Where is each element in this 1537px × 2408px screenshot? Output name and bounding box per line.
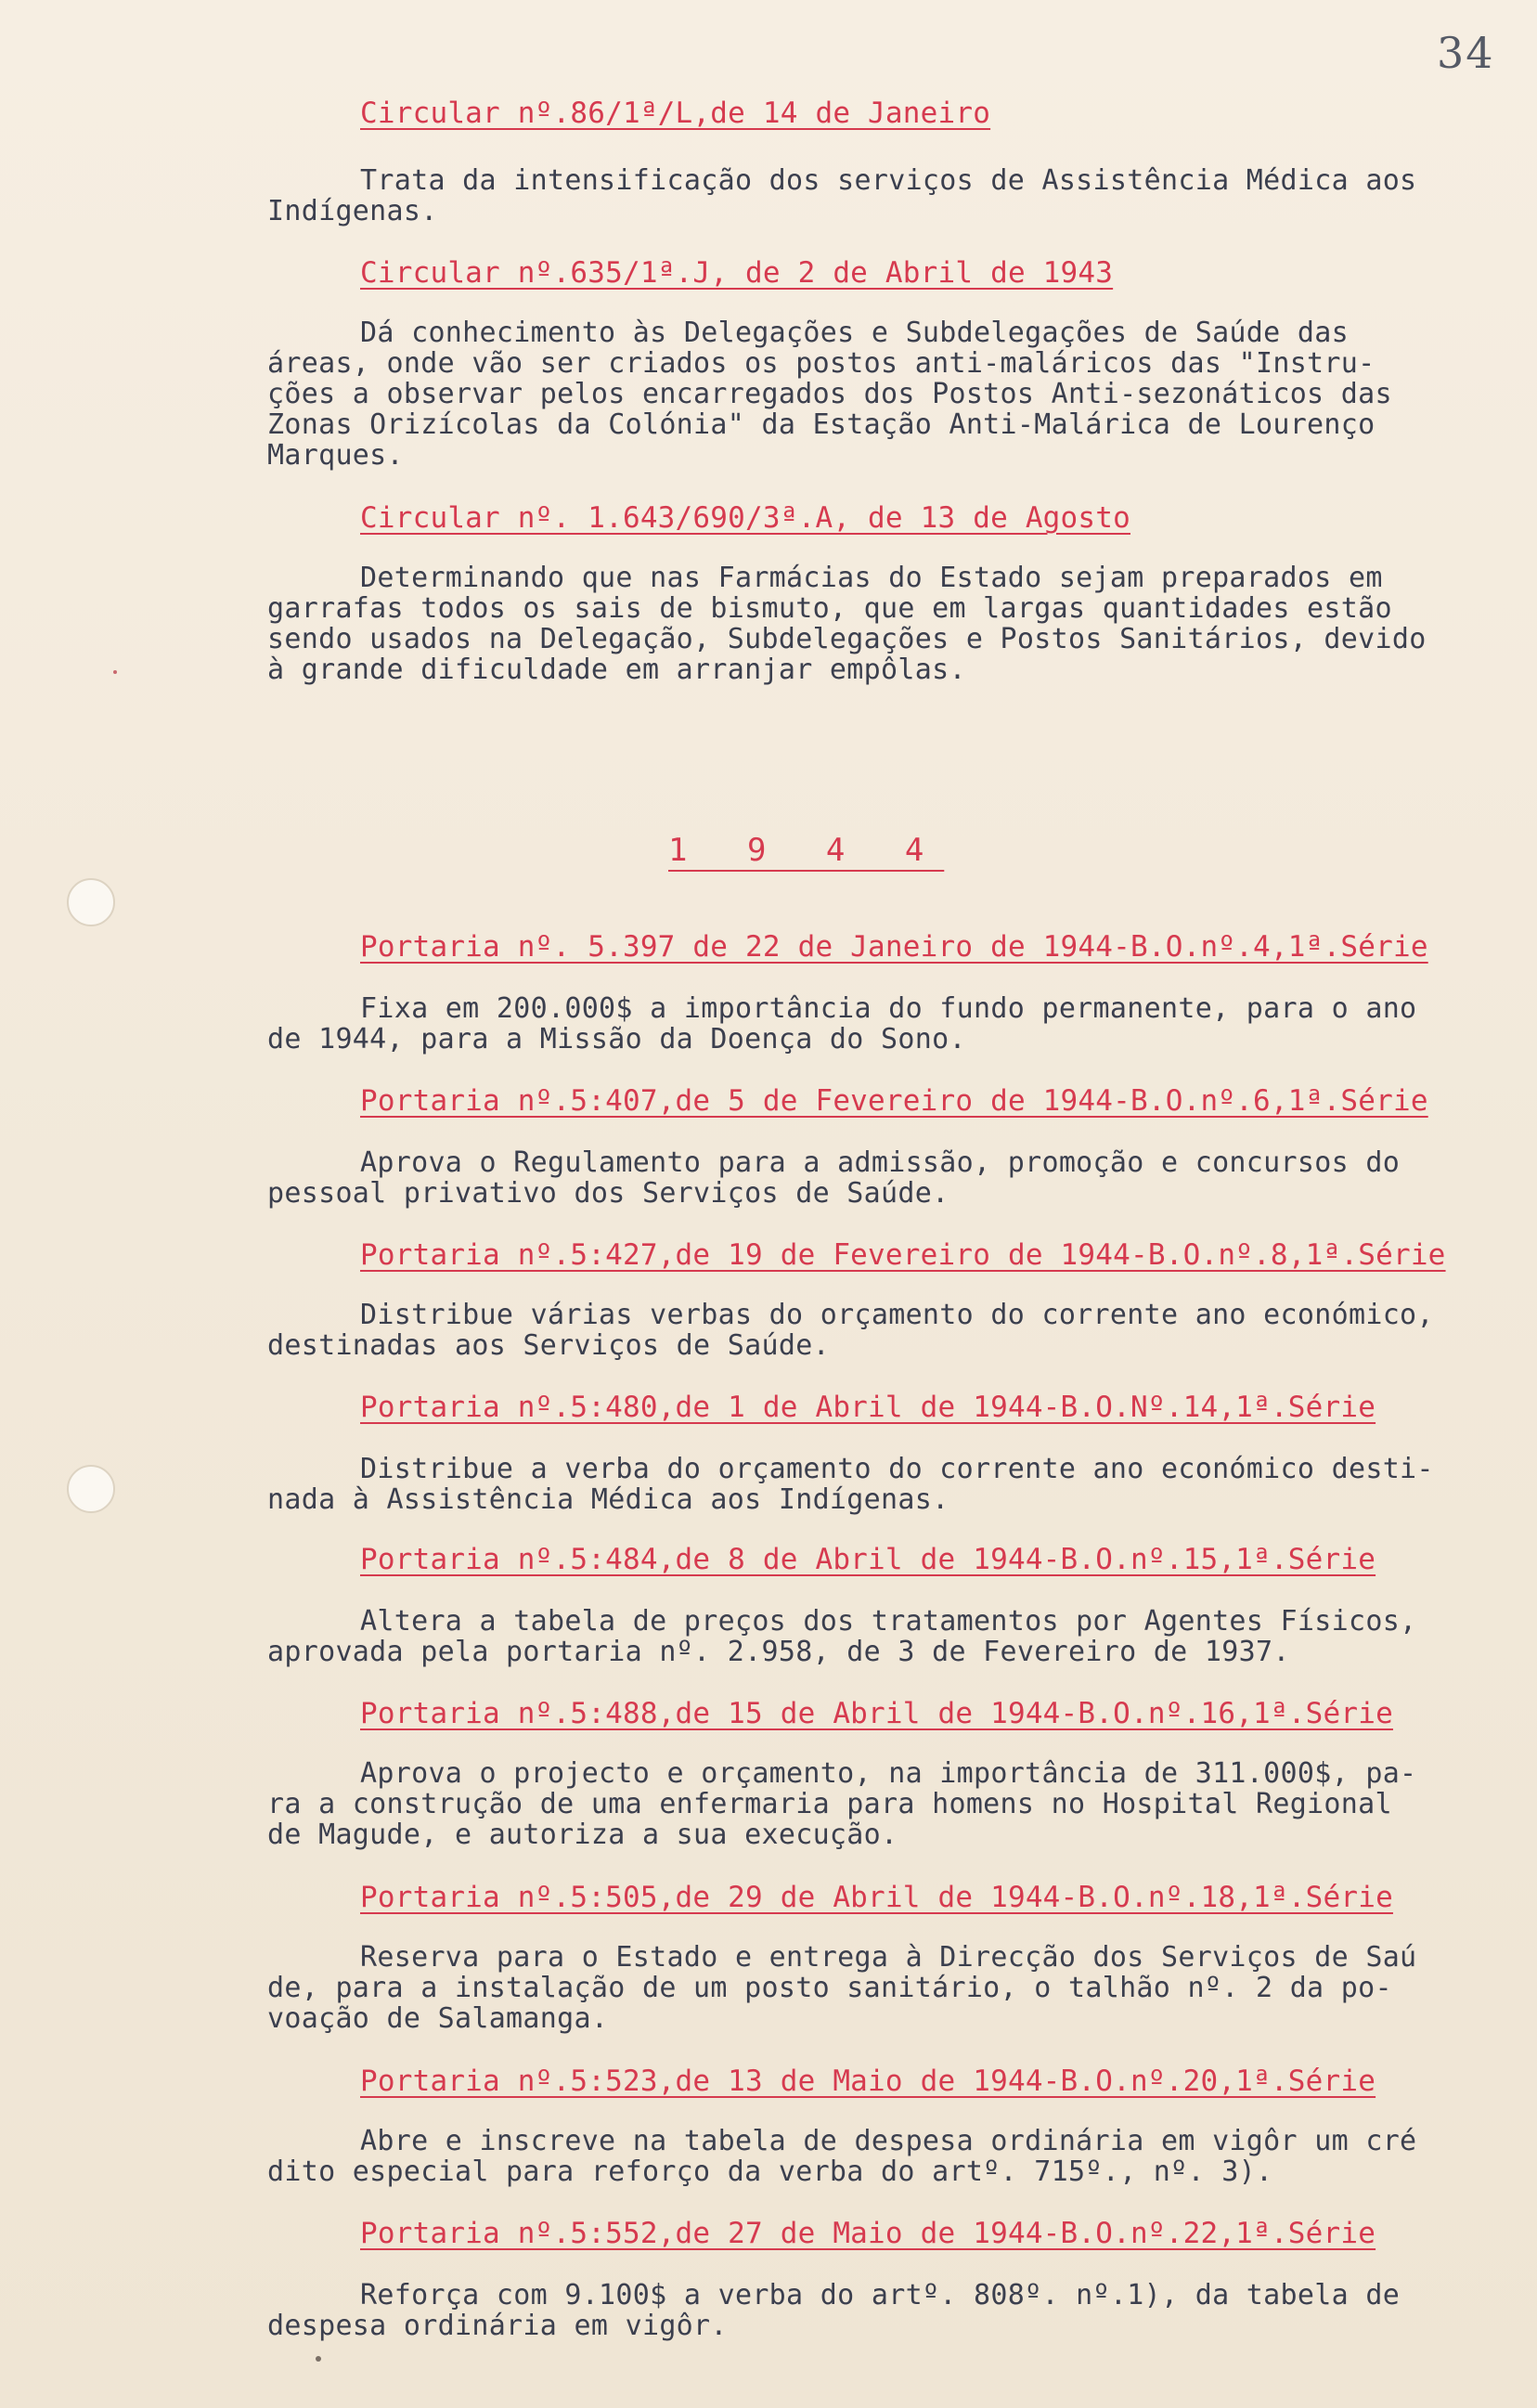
entry-heading: Portaria nº.5:523,de 13 de Maio de 1944-B.O.nº.20,1ª.Série (360, 2065, 1376, 2098)
entry-heading: Portaria nº.5:484,de 8 de Abril de 1944-B.O.nº.15,1ª.Série (360, 1543, 1376, 1576)
entry-body (267, 317, 1530, 471)
body-line: de 1944, para a Missão da Doença do Sono. (267, 1023, 966, 1055)
body-line: Fixa em 200.000$ a importância do fundo permanente, para o ano (360, 992, 1417, 1025)
body-line: pessoal privativo dos Serviços de Saúde. (267, 1177, 949, 1210)
body-line: Aprova o Regulamento para a admissão, promoção e concursos do (360, 1146, 1401, 1179)
entry-body (267, 1606, 1530, 1667)
entry-heading: Portaria nº.5:488,de 15 de Abril de 1944-B.O.nº.16,1ª.Série (360, 1697, 1393, 1730)
entry-body (267, 1454, 1530, 1515)
year-heading: 1 9 4 4 (668, 832, 945, 869)
entry-body (267, 1300, 1530, 1361)
entry-heading: Portaria nº.5:552,de 27 de Maio de 1944-B.O.nº.22,1ª.Série (360, 2217, 1376, 2250)
entry-body (267, 165, 1530, 227)
body-line: de, para a instalação de um posto sanitário, o talhão nº. 2 da po- (267, 1972, 1392, 2004)
body-line: Determinando que nas Farmácias do Estado sejam preparados em (360, 562, 1383, 594)
entry-heading: Portaria nº.5:427,de 19 de Fevereiro de 1944-B.O.nº.8,1ª.Série (360, 1238, 1446, 1272)
entry-heading: Circular nº.635/1ª.J, de 2 de Abril de 1943 (360, 256, 1114, 290)
body-line: despesa ordinária em vigôr. (267, 2310, 728, 2342)
body-line: Abre e inscreve na tabela de despesa ordinária em vigôr um cré (360, 2125, 1417, 2157)
body-line: Trata da intensificação dos serviços de Assistência Médica aos (360, 164, 1417, 197)
body-line: Distribue várias verbas do orçamento do corrente ano económico, (360, 1299, 1434, 1331)
body-line: Reforça com 9.100$ a verba do artº. 808º. nº.1), da tabela de (360, 2279, 1401, 2311)
entry-heading: Portaria nº.5:505,de 29 de Abril de 1944-B.O.nº.18,1ª.Série (360, 1881, 1393, 1914)
ink-dot (113, 670, 117, 674)
punch-hole (67, 1465, 115, 1513)
entry-body (267, 2280, 1530, 2341)
body-line: Indígenas. (267, 195, 438, 227)
body-line: nada à Assistência Médica aos Indígenas. (267, 1483, 949, 1516)
body-line: Altera a tabela de preços dos tratamentos por Agentes Físicos, (360, 1605, 1417, 1638)
body-line: voação de Salamanga. (267, 2002, 609, 2035)
ink-dot (316, 2356, 321, 2362)
entry-heading: Circular nº.86/1ª/L,de 14 de Janeiro (360, 97, 991, 130)
body-line: sendo usados na Delegação, Subdelegações e Postos Sanitários, devido (267, 623, 1427, 655)
body-line: ções a observar pelos encarregados dos Postos Anti-sezonáticos das (267, 378, 1392, 410)
entry-body (267, 2126, 1530, 2187)
body-line: Marques. (267, 439, 404, 472)
body-line: aprovada pela portaria nº. 2.958, de 3 de Fevereiro de 1937. (267, 1636, 1290, 1668)
entry-body (267, 1758, 1530, 1850)
body-line: de Magude, e autoriza a sua execução. (267, 1819, 898, 1851)
entry-heading: Portaria nº.5:407,de 5 de Fevereiro de 1944-B.O.nº.6,1ª.Série (360, 1084, 1428, 1118)
entry-heading: Portaria nº. 5.397 de 22 de Janeiro de 1944-B.O.nº.4,1ª.Série (360, 930, 1428, 964)
body-line: Zonas Orizícolas da Colónia" da Estação Anti-Malárica de Lourenço (267, 408, 1376, 441)
body-line: Dá conhecimento às Delegações e Subdelegações de Saúde das (360, 317, 1349, 349)
body-line: Aprova o projecto e orçamento, na importância de 311.000$, pa- (360, 1757, 1417, 1790)
body-line: ra a construção de uma enfermaria para homens no Hospital Regional (267, 1788, 1392, 1820)
entry-body (267, 1942, 1530, 2034)
entry-body (267, 1147, 1530, 1209)
entry-body (267, 563, 1530, 685)
entry-body (267, 993, 1530, 1055)
body-line: Reserva para o Estado e entrega à Direcção dos Serviços de Saú (360, 1941, 1417, 1974)
body-line: à grande dificuldade em arranjar empôlas. (267, 654, 966, 686)
page-number: 34 (1437, 28, 1495, 78)
body-line: Distribue a verba do orçamento do corrente ano económico desti- (360, 1453, 1434, 1485)
body-line: garrafas todos os sais de bismuto, que em largas quantidades estão (267, 592, 1392, 625)
body-line: áreas, onde vão ser criados os postos anti-maláricos das "Instru- (267, 347, 1376, 380)
entry-heading: Circular nº. 1.643/690/3ª.A, de 13 de Agosto (360, 501, 1130, 535)
body-line: destinadas aos Serviços de Saúde. (267, 1329, 830, 1362)
body-line: dito especial para reforço da verba do artº. 715º., nº. 3). (267, 2156, 1273, 2188)
entry-heading: Portaria nº.5:480,de 1 de Abril de 1944-B.O.Nº.14,1ª.Série (360, 1391, 1376, 1424)
punch-hole (67, 878, 115, 926)
